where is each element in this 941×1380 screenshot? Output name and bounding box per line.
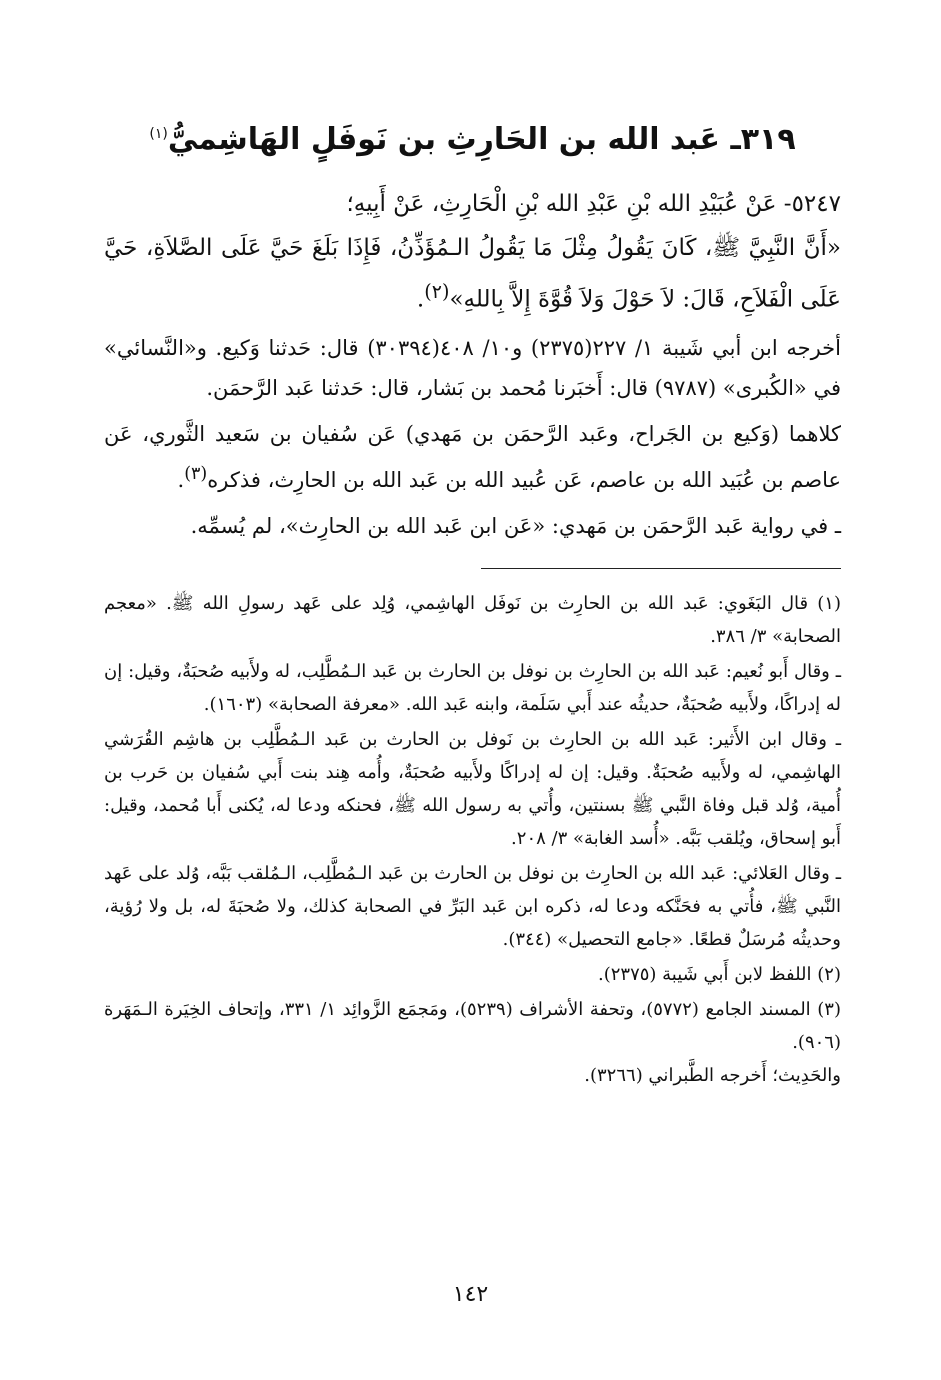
hadith-text-paragraph: «أَنَّ النَّبِيَّ ﷺ، كَانَ يَقُولُ مِثْلَ مَا يَقُولُ الـمُؤَذِّنُ، فَإِذَا بَلَغَ حَيَّ عَلَى الصَّلاَةِ، حَيَّ عَلَى الْفَلاَحِ، قَالَ: لاَ حَوْلَ وَلاَ قُوَّةَ إِلاَّ بِاللهِ»$^{(٢)}$.: [104, 235, 841, 313]
variant-note: ـ في رواية عَبد الرَّحمَن بن مَهدي: «عَن ابن عَبد الله بن الحارِث»، لم يُسمِّه.: [190, 513, 841, 538]
footnote-ref-1[interactable]: (١): [149, 126, 168, 142]
hadith-text: «أَنَّ النَّبِيَّ ﷺ، كَانَ يَقُولُ مِثْلَ مَا يَقُولُ الـمُؤَذِّنُ، فَإِذَا بَلَغَ حَيَّ عَلَى الصَّلاَةِ، حَيَّ عَلَى الْفَلاَحِ، قَالَ: لاَ حَوْلَ وَلاَ قُوَّةَ إِلاَّ بِاللهِ»: [104, 235, 841, 313]
isnad-paragraph: كلاهما (وَكيع بن الجَراح، وعَبد الرَّحمَن بن مَهدي) عَن سُفيان بن سَعيد الثَّوري، عَن عاصم بن عُبَيد الله بن عاصم، عَن عُبيد الله بن عَبد الله بن الحارِث، فذكره$^{(٣)}$.: [104, 421, 841, 492]
footnote-ref-3[interactable]: (٣): [184, 463, 208, 484]
main-text: [104, 182, 841, 546]
page-number: ١٤٢: [452, 1282, 489, 1307]
entry-title-text: ٣١٩ـ عَبد الله بن الحَارِثِ بن نَوفَلٍ الهَاشِميُّ: [167, 122, 796, 157]
footnotes: [104, 587, 841, 1092]
footnote-3-tabarani: والحَدِيث؛ أَخرجه الطَّبراني (٣٢٦٦).: [584, 1064, 841, 1086]
footnote-1-alaai: ـ وقال العَلائي: عَبد الله بن الحارِث بن نوفل بن الحارث بن عَبد الـمُطَّلِب، الـمُلقب بَبَّه، وُلد على عَهد النَّبي ﷺ، فأُتي به فحَنَّكه ودعا له، ذكره ابن عَبد البَرِّ في الصحابة كذلك، ولا صُحبَةَ له، بل ولا رُؤية، وحديثُه مُرسَلٌ قطعًا. «جامع التحصيل» (٣٤٤).: [104, 862, 841, 950]
takhrij-paragraph: أخرجه ابن أبي شَيبة ١/ ٢٢٧(٢٣٧٥) و١٠/ ٤٠٨(٣٠٣٩٤) قال: حَدثنا وَكيع. و«النَّسائي» في «الكُبرى» (٩٧٨٧) قال: أَخبَرنا مُحمد بن بَشار، قال: حَدثنا عَبد الرَّحمَن.: [104, 335, 841, 400]
footnote-3: (٣) المسند الجامع (٥٧٧٢)، وتحفة الأشراف (٥٢٣٩)، ومَجمَع الزَّوائِد ١/ ٣٣١، وإتحاف الخِيَرة الـمَهَرة (٩٠٦).: [104, 998, 841, 1053]
footnote-1-ibn-athir: ـ وقال ابن الأَثير: عَبد الله بن الحارِث بن نَوفل بن الحارث بن عَبد الـمُطَّلِب بن هاشِم القُرَشي الهاشِمي، له ولأَبيه صُحبَةٌ. وقيل: إن له إدراكًا ولأَبيه صُحبَةٌ، وأُمه هِند بنت أَبي سُفيان بن حَرب بن أُمية، وُلد قبل وفاة النَّبي ﷺ بسنتين، وأُتي به رسول الله ﷺ، فحنكه ودعا له، يُكنى أَبا مُحمد، وقيل: أَبو إسحاق، ويُلقب بَبَّه. «أُسد الغابة» ٣/ ٢٠٨.: [104, 728, 841, 849]
footnote-divider: [481, 568, 841, 569]
entry-title: [104, 112, 841, 162]
footnote-ref-2[interactable]: (٢): [424, 280, 450, 303]
footnote-1: (١) قال البَغَوي: عَبد الله بن الحارِث بن نَوفَل الهاشِمي، وُلِد على عَهد رسولِ الله ﷺ. «معجم الصحابة» ٣/ ٣٨٦.: [104, 592, 841, 647]
footnote-2: (٢) اللفظ لابن أَبي شَيبة (٢٣٧٥).: [597, 963, 841, 985]
footnote-1-abu-nuaim: ـ وقال أَبو نُعيم: عَبد الله بن الحارِث بن نوفل بن الحارث بن عَبد الـمُطَّلِب، له ولأَبيه صُحبَةٌ، وقيل: إن له إدراكًا، ولأَبيه صُحبَةٌ، حديثُه عند أَبي سَلَمة، وابنه عَبد الله. «معرفة الصحابة» (١٦٠٣).: [104, 660, 841, 715]
isnad-text: كلاهما (وَكيع بن الجَراح، وعَبد الرَّحمَن بن مَهدي) عَن سُفيان بن سَعيد الثَّوري، عَن عاصم بن عُبَيد الله بن عاصم، عَن عُبيد الله بن عَبد الله بن الحارِث، فذكره: [104, 421, 841, 492]
hadith-chain: ٥٢٤٧- عَنْ عُبَيْدِ الله بْنِ عَبْدِ الله بْنِ الْحَارِثِ، عَنْ أَبِيهِ؛: [346, 191, 841, 217]
